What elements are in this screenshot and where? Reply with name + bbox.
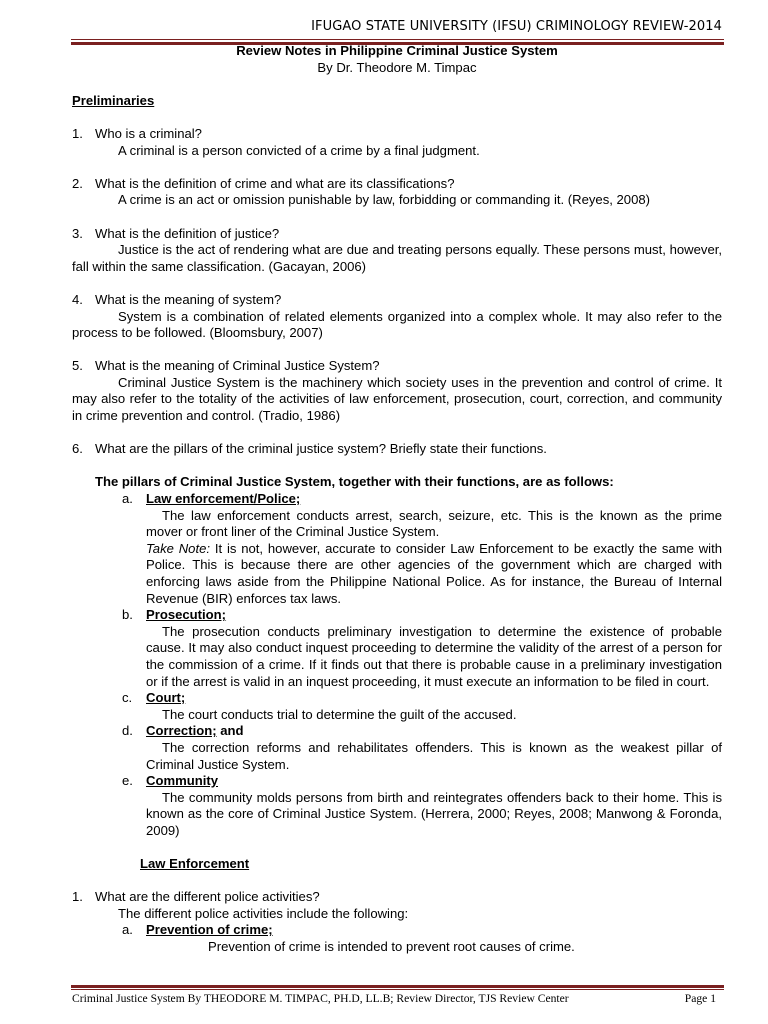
answer-3: Justice is the act of rendering what are due and treating persons equally. These persons must, however, fall within the same classification. (Gacayan, 2006): [72, 242, 722, 274]
pillar-title: Prosecution;: [146, 607, 227, 623]
pillar-title: Correction;: [146, 723, 217, 739]
question-1: 1. Who is a criminal?: [72, 125, 202, 141]
doc-title: Review Notes in Philippine Criminal Justice System: [236, 43, 558, 58]
section-preliminaries: Preliminaries: [72, 92, 155, 108]
question-3: 3. What is the definition of justice?: [72, 225, 280, 241]
pillar-title: Community: [146, 773, 219, 789]
section-law-enforcement: Law Enforcement: [140, 856, 250, 872]
answer-4: System is a combination of related elements organized into a complex whole. It may also refer to the process to be followed. (Bloomsbury, 2007): [72, 308, 722, 341]
le-answer-1: The different police activities include the following:: [118, 905, 409, 921]
answer-2: A crime is an act or omission punishable by law, forbidding or commanding it. (Reyes, 2008): [118, 192, 651, 208]
pillar-community: e. Community The community molds persons from birth and reintegrates offenders back to their home. This is known as the core of Criminal Justice System. (Herrera, 2000; Reyes, 2008; Manwong & Foronda, 2009): [122, 773, 722, 838]
running-header: IFUGAO STATE UNIVERSITY (IFSU) CRIMINOLOGY REVIEW-2014: [311, 19, 722, 34]
pillar-prosecution: b. Prosecution; The prosecution conducts preliminary investigation to determine the existence of probable cause. It may also conduct inquest proceeding to determine the validity of the arrest of a person for the commission of a crime. If it finds out that there is probable cause in a preliminary investigation or if the arrest is valid in an inquest proceeding, it must execute an information to be filed in court.: [122, 607, 722, 689]
question-2: 2. What is the definition of crime and what are its classifications?: [72, 175, 455, 191]
question-4: 4. What is the meaning of system?: [72, 291, 282, 307]
pillar-title: Court;: [146, 690, 186, 706]
footer-credit: Criminal Justice System By THEODORE M. TIMPAC, PH.D, LL.B; Review Director, TJS Review Center: [72, 992, 569, 1005]
header-rule-thin: [71, 39, 724, 40]
question-5: 5. What is the meaning of Criminal Justice System?: [72, 358, 380, 374]
doc-byline: By Dr. Theodore M. Timpac: [317, 59, 477, 75]
le-question-1: 1. What are the different police activities?: [72, 889, 320, 905]
answer-1: A criminal is a person convicted of a crime by a final judgment.: [118, 142, 480, 158]
pillar-law-enforcement: a. Law enforcement/Police; The law enforcement conducts arrest, search, seizure, etc. This is the known as the prime mover or front liner of the Criminal Justice System. Take Note: It is not, however, accurate to consider Law Enforcement to be exactly the same with Police. This is because there are other agencies of the government which are charged with enforcing laws aside from the Philippine National Police. As for instance, the Bureau of Internal Revenue (BIR) enforces tax laws.: [122, 491, 722, 606]
le-item-prevention: a. Prevention of crime; Prevention of crime is intended to prevent root causes of crime.: [122, 922, 575, 955]
footer-rule-thin: [71, 989, 724, 990]
pillar-title: Law enforcement/Police;: [146, 491, 301, 507]
page-number: Page 1: [684, 992, 716, 1005]
document-body: [72, 43, 722, 956]
question-6: 6. What are the pillars of the criminal justice system? Briefly state their functions.: [72, 441, 547, 457]
pillars-intro: The pillars of Criminal Justice System, together with their functions, are as follows:: [95, 474, 614, 490]
pillar-court: c. Court; The court conducts trial to determine the guilt of the accused.: [122, 690, 517, 722]
item-title: Prevention of crime;: [146, 922, 273, 938]
footer-rule-thick: [71, 985, 724, 988]
answer-5: Criminal Justice System is the machinery which society uses in the prevention and control of crime. It may also refer to the totality of the activities of law enforcement, prosecution, court, correction, and community in crime prevention and control. (Tradio, 1986): [72, 374, 722, 424]
pillar-correction: d. Correction; and The correction reforms and rehabilitates offenders. This is known as the weakest pillar of Criminal Justice System.: [122, 723, 722, 772]
footer: [72, 992, 716, 1005]
